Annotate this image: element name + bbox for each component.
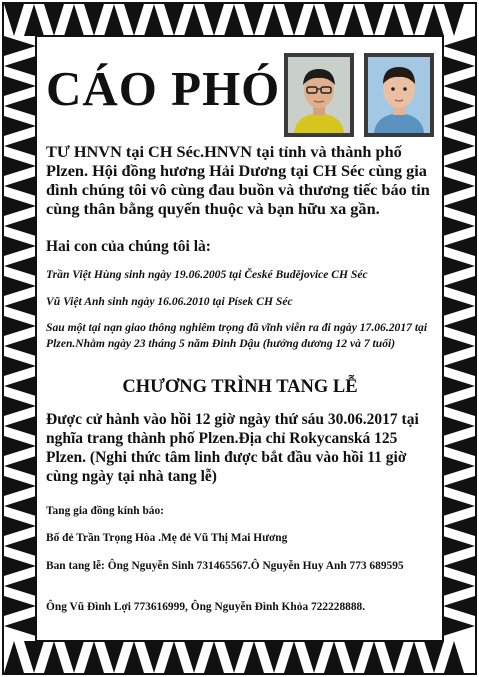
family-heading: Tang gia đồng kính báo:	[46, 505, 164, 517]
obituary-content	[44, 44, 436, 634]
ceremony-details: Được cử hành vào hồi 12 giờ ngày thứ sáu 30.06.2017 tại nghĩa trang thành phố Plzen.Địa chỉ Rokycanská 125 Plzen. (Nghi thức tâm linh được bắt đầu vào hồi 11 giờ cùng ngày tại nhà tang lễ)	[46, 411, 419, 485]
committee-line: Ban tang lễ: Ông Nguyễn Sinh 731465567.Ô Nguyễn Huy Anh 773 689595	[46, 560, 404, 572]
child-2-info: Vũ Việt Anh sinh ngày 16.06.2010 tại Písek CH Séc	[46, 295, 293, 308]
parents-line: Bố đẻ Trần Trọng Hòa .Mẹ đẻ Vũ Thị Mai Hương	[46, 532, 288, 544]
contacts-line: Ông Vũ Đình Lợi 773616999, Ông Nguyễn Đình Khỏa 722228888.	[46, 601, 366, 613]
program-heading: CHƯƠNG TRÌNH TANG LỄ	[122, 377, 358, 397]
child-portrait-2	[368, 57, 430, 133]
children-heading: Hai con của chúng tôi là:	[46, 238, 211, 255]
photo-child-1	[284, 53, 354, 137]
child-portrait-1	[288, 57, 350, 133]
photo-child-2	[364, 53, 434, 137]
page-title: CÁO PHÓ	[46, 61, 281, 116]
announcement-intro: TƯ HNVN tại CH Séc.HNVN tại tỉnh và thành phố Plzen. Hội đồng hương Hải Dương tại CH Séc cùng gia đình chúng tôi vô cùng đau buồn và thương tiếc báo tin cùng thân bằng quyến thuộc và bạn hữu xa gần.	[46, 142, 430, 218]
child-1-info: Trần Việt Hùng sinh ngày 19.06.2005 tại České Budějovice CH Séc	[46, 268, 368, 281]
death-notice: Sau một tại nạn giao thông nghiêm trọng đã vĩnh viễn ra đi ngày 17.06.2017 tại Plzen.Nhằm ngày 23 tháng 5 năm Đinh Dậu (hưởng dương 12 và 7 tuổi)	[46, 321, 428, 350]
